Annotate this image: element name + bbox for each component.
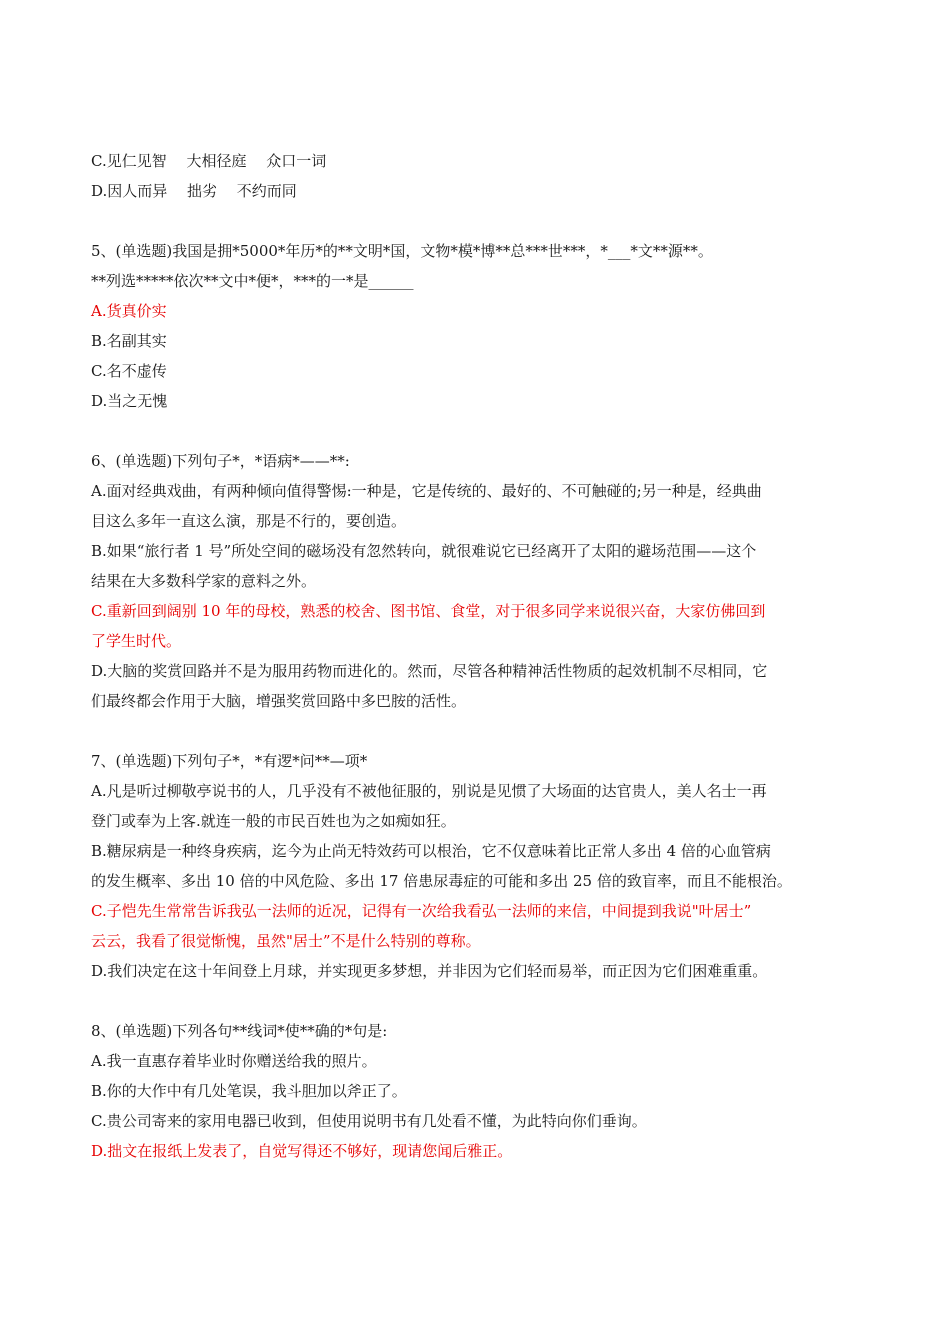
q7-option-a-line2: 登门或奉为上客.就连一般的市民百姓也为之如痴如狂。 (91, 812, 456, 830)
q6-option-d-line1: D.大脑的奖赏回路并不是为服用药物而进化的。然而，尽管各种精神活性物质的起效机制不尽相同，它 (91, 662, 768, 680)
q7-option-b-line2: 的发生概率、多出 10 倍的中风危险、多出 17 倍患尿毒症的可能和多出 25 倍的致盲率，而且不能根治。 (91, 872, 792, 890)
q8-option-a: A.我一直惠存着毕业时你赠送给我的照片。 (91, 1052, 377, 1070)
q6-option-c-line2: 了学生时代。 (91, 632, 182, 650)
q7-stem: 7、(单选题)下列句子*，*有逻*问**—项* (91, 752, 368, 770)
q7-option-c-line1: C.子恺先生常常告诉我弘一法师的近况，记得有一次给我看弘一法师的来信，中间提到我说"叶居士” (91, 902, 752, 920)
q5-stem-line2: **列选*****依次**文中*便*，***的一*是______ (91, 272, 414, 290)
q8-option-c: C.贵公司寄来的家用电器已收到，但使用说明书有几处看不懂，为此特向你们垂询。 (91, 1112, 647, 1130)
prev-option-d: D.因人而异 拙劣 不约而同 (91, 182, 297, 200)
q7-option-b-line1: B.糖尿病是一种终身疾病，迄今为止尚无特效药可以根治，它不仅意味着比正常人多出 4 倍的心血管病 (91, 842, 771, 860)
q7-option-d: D.我们决定在这十年间登上月球，并实现更多梦想，并非因为它们轻而易举，而正因为它们困难重重。 (91, 962, 768, 980)
q5-option-a: A.货真价实 (91, 302, 167, 320)
q6-option-b-line2: 结果在大多数科学家的意料之外。 (91, 572, 317, 590)
q7-option-a-line1: A.凡是听过柳敬亭说书的人，几乎没有不被他征服的，别说是见惯了大场面的达官贵人，美人名士一再 (91, 782, 767, 800)
q8-option-b: B.你的大作中有几处笔误，我斗胆加以斧正了。 (91, 1082, 407, 1100)
q7-option-c-line2: 云云，我看了很觉惭愧，虽然"居士”不是什么特别的尊称。 (91, 932, 481, 950)
q6-option-a-line2: 目这么多年一直这么演，那是不行的，要创造。 (91, 512, 407, 530)
q6-option-b-line1: B.如果“旅行者 1 号”所处空间的磁场没有忽然转向，就很难说它已经离开了太阳的避场范围——这个 (91, 542, 757, 560)
q5-option-c: C.名不虚传 (91, 362, 167, 380)
q5-stem-line1: 5、(单选题)我国是拥*5000*年历*的**文明*国，文物*模*博**总***世***，*___*文**源**。 (91, 242, 713, 260)
q8-stem: 8、(单选题)下列各句**线词*使**确的*句是: (91, 1022, 388, 1040)
prev-option-c: C.见仁见智 大相径庭 众口一词 (91, 152, 327, 170)
q5-option-d: D.当之无愧 (91, 392, 168, 410)
q6-option-a-line1: A.面对经典戏曲，有两种倾向值得警惕:一种是，它是传统的、最好的、不可触碰的;另一种是，经典曲 (91, 482, 762, 500)
q8-option-d: D.拙文在报纸上发表了，自觉写得还不够好，现请您闻后雅正。 (91, 1142, 513, 1160)
q6-option-d-line2: 们最终都会作用于大脑，增强奖赏回路中多巴胺的活性。 (91, 692, 467, 710)
q6-option-c-line1: C.重新回到阔别 10 年的母校，熟悉的校舍、图书馆、食堂，对于很多同学来说很兴奋，大家仿佛回到 (91, 602, 766, 620)
q5-option-b: B.名副其实 (91, 332, 167, 350)
q6-stem: 6、(单选题)下列句子*，*语病*——**: (91, 452, 350, 470)
